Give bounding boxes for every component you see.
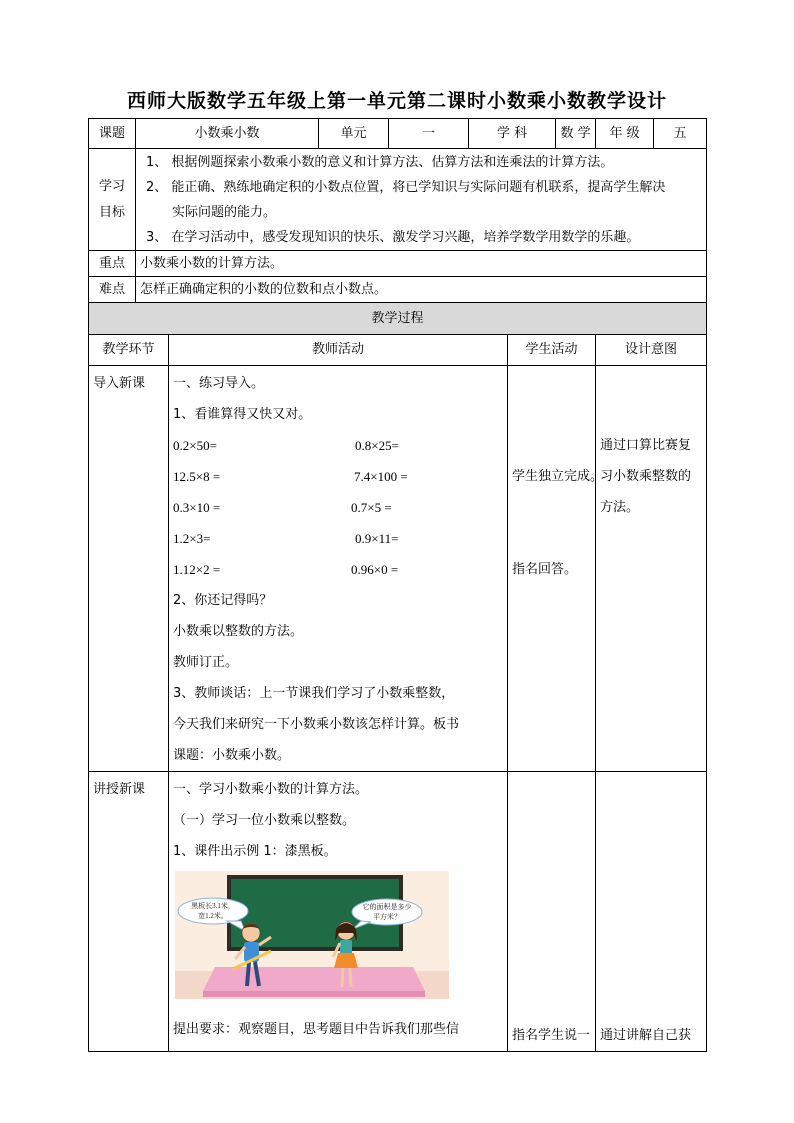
- intro-heading: 一、练习导入。: [173, 376, 265, 391]
- new-teacher-activity: [169, 772, 508, 1052]
- section-new-row: [89, 772, 707, 1052]
- intro-intent-line: 方法。: [600, 500, 640, 515]
- topic-value: 小数乘小数: [136, 119, 319, 149]
- bubble-left-line2: 宽1.2米。: [198, 912, 228, 920]
- key-point-text: 小数乘小数的计算方法。: [136, 251, 707, 277]
- unit-label: 单元: [319, 119, 389, 149]
- grade-label: [596, 119, 654, 149]
- grade-value: 五: [654, 119, 707, 149]
- exercise-row: [173, 461, 503, 492]
- intro-teacher-activity: [169, 366, 508, 772]
- key-point-row: [89, 251, 707, 277]
- goal-item-2: 2、 能正确、熟练地确定积的小数点位置，将已学知识与实际问题有机联系，提高学生解决: [146, 179, 666, 195]
- intro-design-intent: [596, 366, 707, 772]
- unit-value: 一: [389, 119, 469, 149]
- intro-student-activity: [508, 366, 604, 772]
- exercise-row: [173, 430, 503, 461]
- lesson-plan-table: [88, 118, 707, 1052]
- exercise: 0.3×10 =: [173, 500, 221, 515]
- difficulty-label: 难点: [89, 277, 136, 303]
- stage-platform: [203, 967, 425, 991]
- key-point-label: 重点: [89, 251, 136, 277]
- intro-student-1: 学生独立完成。: [512, 469, 604, 484]
- subject-label: 学 科: [469, 119, 556, 149]
- exercise-row: [173, 523, 503, 554]
- exercise-row: [173, 492, 503, 523]
- bubble-right-line1: 它的面积是多少: [362, 903, 412, 911]
- goal-item-2-cont: 实际问题的能力。: [172, 204, 277, 220]
- goals-label-line1: 学习: [98, 178, 125, 194]
- exercise: 0.2×50=: [173, 438, 217, 453]
- goals-row: [89, 149, 707, 251]
- goal-item-1: 1、 根据例题探索小数乘小数的意义和计算方法、估算方法和连乘法的计算方法。: [146, 154, 614, 170]
- document-title: 西师大版数学五年级上第一单元第二课时小数乘小数教学设计: [126, 90, 667, 112]
- new-sub2: 1、课件出示例 1：漆黑板。: [173, 844, 337, 859]
- process-header: 教学过程: [89, 303, 707, 335]
- new-student-activity: [508, 772, 596, 1052]
- col-student: 学生活动: [508, 335, 596, 366]
- col-stage: 教学环节: [89, 335, 169, 366]
- new-heading: 一、学习小数乘小数的计算方法。: [173, 782, 369, 797]
- intro-intent-line: 习小数乘整数的: [600, 469, 692, 484]
- process-header-row: [89, 303, 707, 335]
- intro-sub1: 1、看谁算得又快又对。: [173, 407, 312, 422]
- section-intro-row: [89, 366, 707, 772]
- info-row: [89, 119, 707, 149]
- intro-sub2: 2、你还记得吗？: [173, 593, 273, 608]
- intro-stage-label: 导入新课: [93, 376, 146, 391]
- goals-content: [136, 149, 707, 251]
- subject-value: 数 学: [556, 119, 596, 149]
- blackboard-illustration: [175, 871, 449, 999]
- intro-correct: 教师订正。: [173, 655, 239, 670]
- exercise-row: [173, 554, 503, 585]
- exercise: 7.4×100 =: [354, 469, 408, 484]
- grade-label-text: 年 级: [609, 125, 640, 141]
- new-design-intent: [596, 772, 707, 1052]
- intro-sub3-line3: 课题：小数乘小数。: [173, 748, 291, 763]
- exercise: 12.5×8 =: [173, 469, 221, 484]
- topic-label: 课题: [89, 119, 136, 149]
- bubble-right-line2: 平方米？: [373, 913, 401, 921]
- goals-label-line2: 目标: [98, 204, 125, 220]
- exercise: 0.8×25=: [355, 438, 399, 453]
- new-request: 提出要求：观察题目，思考题目中告诉我们那些信: [173, 1021, 460, 1037]
- exercise: 0.7×5 =: [351, 500, 392, 515]
- new-intent-text: 通过讲解自己获: [600, 1028, 692, 1043]
- intro-sub3-line1: 3、教师谈话：上一节课我们学习了小数乘整数，: [173, 686, 455, 701]
- goal-item-3: 3、 在学习活动中，感受发现知识的快乐、激发学习兴趣，培养学数学用数学的乐趣。: [146, 229, 640, 245]
- difficulty-text: 怎样正确确定积的小数的位数和点小数点。: [136, 277, 707, 303]
- exercise: 0.96×0 =: [351, 562, 399, 577]
- new-sub1: （一）学习一位小数乘以整数。: [173, 813, 356, 828]
- col-teacher: 教师活动: [169, 335, 508, 366]
- intro-stage: [89, 366, 169, 772]
- intro-sub3-line2: 今天我们来研究一下小数乘小数该怎样计算。板书: [173, 717, 460, 732]
- new-student-text: 指名学生说一: [512, 1028, 591, 1043]
- col-intent: 设计意图: [596, 335, 707, 366]
- stage-platform-edge: [203, 991, 425, 997]
- difficulty-row: [89, 277, 707, 303]
- exercise: 1.12×2 =: [173, 562, 221, 577]
- goals-label: [89, 149, 136, 251]
- column-header-row: [89, 335, 707, 366]
- intro-method: 小数乘以整数的方法。: [173, 624, 304, 639]
- new-stage: [89, 772, 169, 1052]
- new-stage-label: 讲授新课: [93, 782, 146, 797]
- intro-intent-line: 通过口算比赛复: [600, 438, 692, 453]
- exercise: 1.2×3=: [173, 531, 211, 546]
- intro-student-2: 指名回答。: [512, 562, 578, 577]
- bubble-left-line1: 黑板长3.1米，: [191, 902, 235, 910]
- exercise: 0.9×11=: [355, 531, 399, 546]
